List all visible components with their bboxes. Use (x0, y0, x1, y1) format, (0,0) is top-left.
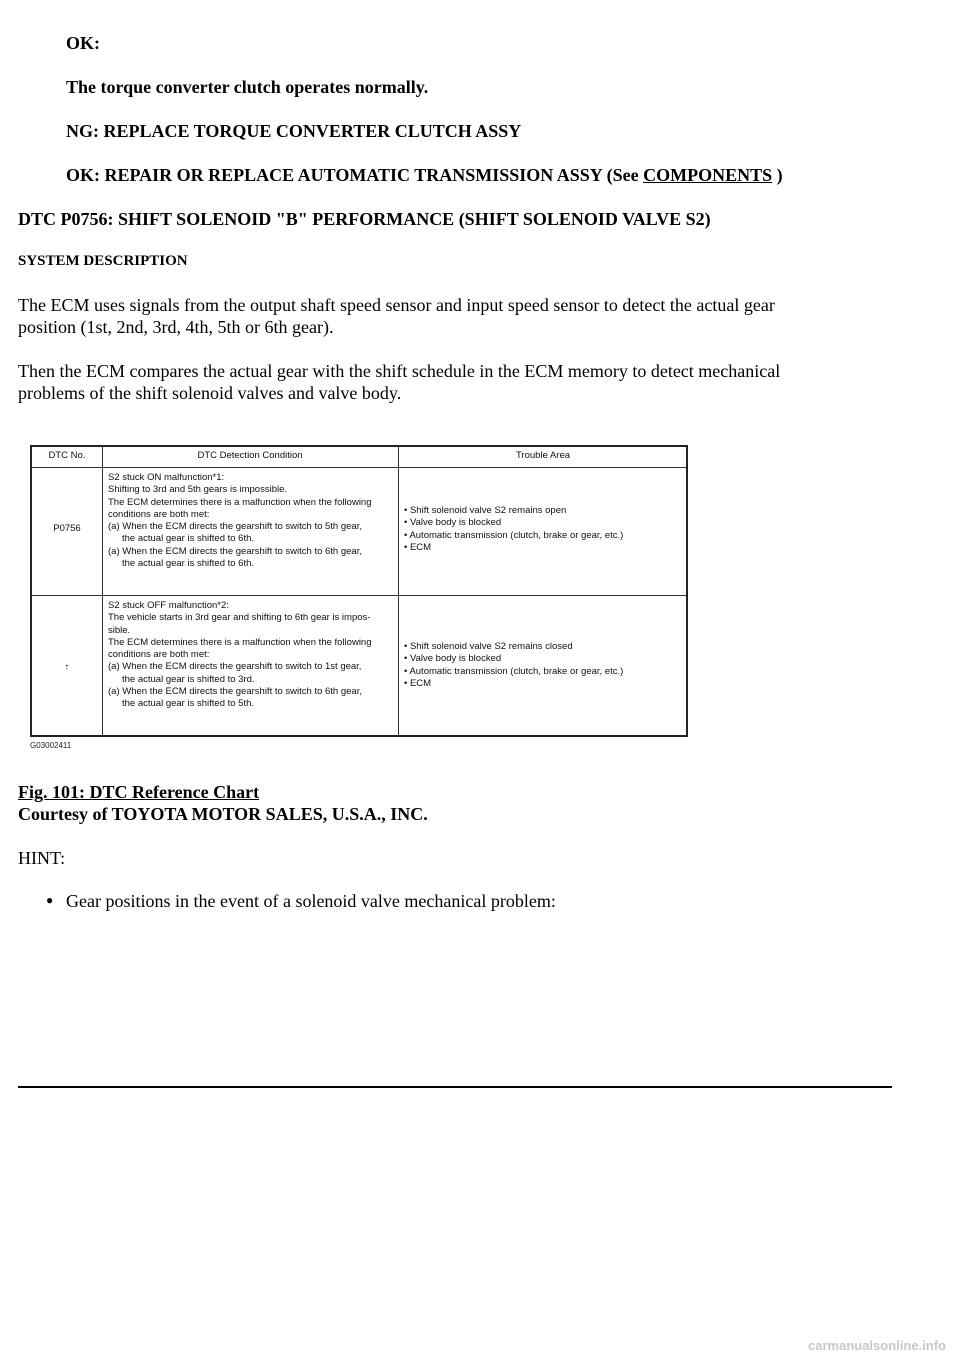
condition-line: The ECM determines there is a malfunction when the following (108, 496, 372, 508)
figure-row-divider (32, 595, 686, 596)
ok-result-text: The torque converter clutch operates normally. (66, 77, 429, 97)
figure-code: G03002411 (30, 741, 72, 750)
condition-line: (a) When the ECM directs the gearshift to switch to 6th gear, (108, 686, 362, 698)
row1-condition (108, 472, 372, 570)
trouble-line: • Valve body is blocked (404, 517, 502, 529)
figure-row-divider (32, 467, 686, 468)
figure-caption[interactable]: Fig. 101: DTC Reference Chart (18, 782, 260, 802)
condition-line: S2 stuck ON malfunction*1: (108, 472, 225, 483)
components-link[interactable]: COMPONENTS (643, 165, 773, 185)
figure-header-condition: DTC Detection Condition (197, 450, 303, 461)
condition-line: Shifting to 3rd and 5th gears is impossible. (108, 484, 288, 496)
bullet-text: Gear positions in the event of a solenoid valve mechanical problem: (66, 891, 556, 911)
trouble-line: • Shift solenoid valve S2 remains closed (404, 641, 573, 652)
bullet-dot-icon: ● (46, 893, 54, 907)
dtc-reference-figure (30, 445, 688, 737)
row1-dtc-no: P0756 (53, 523, 81, 534)
row1-trouble-area (404, 505, 623, 554)
condition-line: the actual gear is shifted to 6th. (122, 533, 255, 545)
condition-line: sible. (108, 624, 131, 636)
trouble-line: • Automatic transmission (clutch, brake or gear, etc.) (404, 665, 624, 677)
row2-dtc-no: ↑ (64, 662, 70, 673)
dtc-title: DTC P0756: SHIFT SOLENOID "B" PERFORMANCE (SHIFT SOLENOID VALVE S2) (18, 209, 711, 229)
hint-label: HINT: (18, 848, 66, 868)
trouble-line: • Shift solenoid valve S2 remains open (404, 505, 567, 516)
row2-trouble-area (404, 641, 623, 690)
ok-action-suffix: ) (772, 165, 783, 185)
condition-line: (a) When the ECM directs the gearshift to switch to 6th gear, (108, 545, 362, 557)
description-line-2: position (1st, 2nd, 3rd, 4th, 5th or 6th gear). (18, 317, 334, 337)
description-line-1: The ECM uses signals from the output shaft speed sensor and input speed sensor to detect the actual gear (18, 295, 775, 315)
condition-line: (a) When the ECM directs the gearshift to switch to 5th gear, (108, 521, 362, 533)
page-divider (18, 1086, 892, 1088)
condition-line: The vehicle starts in 3rd gear and shifting to 6th gear is impos- (108, 612, 371, 624)
figure-caption-link[interactable] (18, 781, 259, 803)
condition-line: the actual gear is shifted to 3rd. (122, 673, 255, 685)
condition-line: S2 stuck OFF malfunction*2: (108, 600, 229, 611)
ok-label: OK: (66, 33, 100, 53)
condition-line: conditions are both met: (108, 649, 210, 661)
trouble-line: • Valve body is blocked (404, 653, 502, 665)
figure-column-divider (102, 447, 103, 735)
figure-header-dtc-no: DTC No. (48, 450, 86, 461)
description-line-3: Then the ECM compares the actual gear with the shift schedule in the ECM memory to detect mechanical (18, 361, 781, 381)
condition-line: The ECM determines there is a malfunction when the following (108, 636, 372, 648)
figure-column-divider (398, 447, 399, 735)
section-heading: SYSTEM DESCRIPTION (18, 253, 188, 269)
ok-action-text (66, 164, 783, 186)
condition-line: (a) When the ECM directs the gearshift to switch to 1st gear, (108, 661, 362, 673)
condition-line: the actual gear is shifted to 5th. (122, 698, 255, 710)
figure-header-trouble-area: Trouble Area (515, 450, 571, 461)
condition-line: conditions are both met: (108, 508, 210, 520)
watermark-footer: carmanualsonline.info (808, 1338, 946, 1353)
ok-action-prefix: OK: REPAIR OR REPLACE AUTOMATIC TRANSMISSION ASSY (See (66, 165, 644, 185)
row2-condition (108, 600, 372, 711)
courtesy-line: Courtesy of TOYOTA MOTOR SALES, U.S.A., INC. (18, 804, 428, 824)
trouble-line: • Automatic transmission (clutch, brake or gear, etc.) (404, 529, 624, 541)
trouble-line: • ECM (404, 677, 432, 689)
description-line-4: problems of the shift solenoid valves and valve body. (18, 383, 402, 403)
condition-line: the actual gear is shifted to 6th. (122, 558, 255, 570)
ng-action-text: NG: REPLACE TORQUE CONVERTER CLUTCH ASSY (66, 121, 522, 141)
trouble-line: • ECM (404, 541, 432, 553)
